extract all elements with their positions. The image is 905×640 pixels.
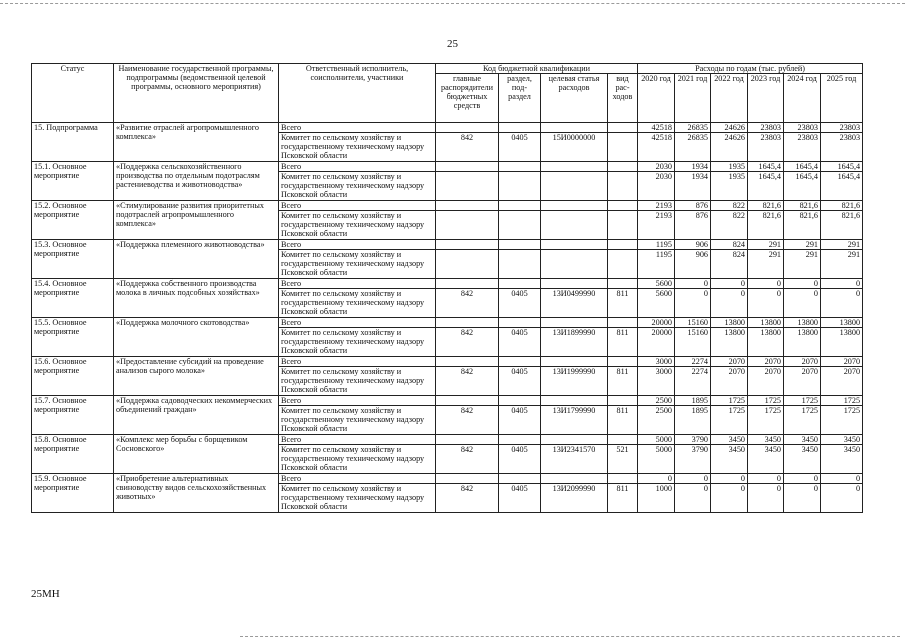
value-cell: 1000 bbox=[638, 484, 675, 513]
code-cell: 811 bbox=[608, 328, 638, 357]
total-value-cell: 26835 bbox=[675, 123, 711, 133]
empty-code-cell bbox=[436, 435, 499, 445]
value-cell: 1645,4 bbox=[821, 172, 863, 201]
code-cell: 15И0000000 bbox=[541, 133, 608, 162]
value-cell: 42518 bbox=[638, 133, 675, 162]
code-cell: 842 bbox=[436, 484, 499, 513]
status-cell: 15.1. Основное мероприятие bbox=[32, 162, 114, 201]
code-cell bbox=[436, 250, 499, 279]
value-cell: 1725 bbox=[711, 406, 748, 435]
status-cell: 15. Подпрограмма bbox=[32, 123, 114, 162]
table-row-total bbox=[32, 357, 863, 367]
table-body bbox=[32, 123, 863, 513]
total-value-cell: 13800 bbox=[711, 318, 748, 328]
value-cell: 0 bbox=[784, 289, 821, 318]
value-cell: 0 bbox=[675, 484, 711, 513]
value-cell: 2030 bbox=[638, 172, 675, 201]
total-label-cell: Всего bbox=[279, 396, 436, 406]
value-cell: 5600 bbox=[638, 289, 675, 318]
value-cell: 1935 bbox=[711, 172, 748, 201]
total-value-cell: 821,6 bbox=[784, 201, 821, 211]
header-year-2020: 2020 год bbox=[638, 74, 675, 123]
total-value-cell: 3790 bbox=[675, 435, 711, 445]
name-cell: «Поддержка племенного животноводства» bbox=[114, 240, 279, 279]
code-cell bbox=[541, 250, 608, 279]
total-value-cell: 1934 bbox=[675, 162, 711, 172]
value-cell: 3790 bbox=[675, 445, 711, 474]
total-value-cell: 13800 bbox=[748, 318, 784, 328]
budget-table bbox=[31, 63, 863, 513]
value-cell: 0 bbox=[784, 484, 821, 513]
empty-code-cell bbox=[541, 357, 608, 367]
total-value-cell: 0 bbox=[821, 474, 863, 484]
code-cell: 0405 bbox=[499, 328, 541, 357]
value-cell: 906 bbox=[675, 250, 711, 279]
value-cell: 15160 bbox=[675, 328, 711, 357]
total-value-cell: 1725 bbox=[748, 396, 784, 406]
total-value-cell: 23803 bbox=[784, 123, 821, 133]
total-value-cell: 13800 bbox=[784, 318, 821, 328]
total-value-cell: 0 bbox=[711, 279, 748, 289]
executor-cell: Комитет по сельскому хозяйству и государственному техническому надзору Псковской области bbox=[279, 406, 436, 435]
value-cell: 0 bbox=[711, 289, 748, 318]
total-value-cell: 2070 bbox=[784, 357, 821, 367]
header-year-2022: 2022 год bbox=[711, 74, 748, 123]
empty-code-cell bbox=[436, 357, 499, 367]
value-cell: 1895 bbox=[675, 406, 711, 435]
value-cell: 824 bbox=[711, 250, 748, 279]
header-year-2021: 2021 год bbox=[675, 74, 711, 123]
total-value-cell: 291 bbox=[821, 240, 863, 250]
empty-code-cell bbox=[436, 396, 499, 406]
empty-code-cell bbox=[436, 474, 499, 484]
total-value-cell: 24626 bbox=[711, 123, 748, 133]
empty-code-cell bbox=[499, 474, 541, 484]
value-cell: 20000 bbox=[638, 328, 675, 357]
value-cell: 1195 bbox=[638, 250, 675, 279]
code-cell: 0405 bbox=[499, 289, 541, 318]
name-cell: «Предоставление субсидий на проведение анализов сырого молока» bbox=[114, 357, 279, 396]
value-cell: 1725 bbox=[784, 406, 821, 435]
name-cell: «Поддержка собственного производства молока в личных подсобных хозяйствах» bbox=[114, 279, 279, 318]
total-value-cell: 1645,4 bbox=[821, 162, 863, 172]
value-cell: 2070 bbox=[821, 367, 863, 396]
header-year-2024: 2024 год bbox=[784, 74, 821, 123]
header-kbk-section: раздел, под-раздел bbox=[499, 74, 541, 123]
value-cell: 822 bbox=[711, 211, 748, 240]
executor-cell: Комитет по сельскому хозяйству и государственному техническому надзору Псковской области bbox=[279, 289, 436, 318]
code-cell: 521 bbox=[608, 445, 638, 474]
value-cell: 0 bbox=[821, 289, 863, 318]
status-cell: 15.8. Основное мероприятие bbox=[32, 435, 114, 474]
executor-cell: Комитет по сельскому хозяйству и государственному техническому надзору Псковской области bbox=[279, 367, 436, 396]
code-cell: 842 bbox=[436, 367, 499, 396]
value-cell: 13800 bbox=[784, 328, 821, 357]
header-kbk-kind: вид рас-ходов bbox=[608, 74, 638, 123]
status-cell: 15.4. Основное мероприятие bbox=[32, 279, 114, 318]
empty-code-cell bbox=[608, 318, 638, 328]
empty-code-cell bbox=[608, 123, 638, 133]
code-cell: 811 bbox=[608, 406, 638, 435]
empty-code-cell bbox=[436, 123, 499, 133]
code-cell: 13И1899990 bbox=[541, 328, 608, 357]
value-cell: 24626 bbox=[711, 133, 748, 162]
header-status: Статус bbox=[32, 64, 114, 123]
table-row-total bbox=[32, 123, 863, 133]
value-cell: 2070 bbox=[748, 367, 784, 396]
table-row-total bbox=[32, 435, 863, 445]
total-value-cell: 23803 bbox=[821, 123, 863, 133]
code-cell: 13И1999990 bbox=[541, 367, 608, 396]
status-cell: 15.6. Основное мероприятие bbox=[32, 357, 114, 396]
code-cell: 0405 bbox=[499, 406, 541, 435]
value-cell: 23803 bbox=[821, 133, 863, 162]
code-cell: 0405 bbox=[499, 367, 541, 396]
value-cell: 5000 bbox=[638, 445, 675, 474]
executor-cell: Комитет по сельскому хозяйству и государственному техническому надзору Псковской области bbox=[279, 328, 436, 357]
value-cell: 2274 bbox=[675, 367, 711, 396]
value-cell: 1725 bbox=[821, 406, 863, 435]
code-cell bbox=[499, 211, 541, 240]
value-cell: 3450 bbox=[821, 445, 863, 474]
page-number: 25 bbox=[447, 38, 458, 50]
total-label-cell: Всего bbox=[279, 123, 436, 133]
total-value-cell: 2193 bbox=[638, 201, 675, 211]
table-row-total bbox=[32, 279, 863, 289]
code-cell: 842 bbox=[436, 133, 499, 162]
empty-code-cell bbox=[499, 201, 541, 211]
status-cell: 15.7. Основное мероприятие bbox=[32, 396, 114, 435]
code-cell: 0405 bbox=[499, 133, 541, 162]
total-label-cell: Всего bbox=[279, 435, 436, 445]
table-row-total bbox=[32, 396, 863, 406]
executor-cell: Комитет по сельскому хозяйству и государственному техническому надзору Псковской области bbox=[279, 445, 436, 474]
total-value-cell: 0 bbox=[748, 474, 784, 484]
name-cell: «Поддержка сельскохозяйственного производства по отдельным подотраслям растениеводства и животноводства» bbox=[114, 162, 279, 201]
empty-code-cell bbox=[499, 240, 541, 250]
total-value-cell: 20000 bbox=[638, 318, 675, 328]
empty-code-cell bbox=[608, 162, 638, 172]
code-cell: 842 bbox=[436, 289, 499, 318]
value-cell: 1934 bbox=[675, 172, 711, 201]
total-value-cell: 3450 bbox=[821, 435, 863, 445]
code-cell: 0405 bbox=[499, 484, 541, 513]
empty-code-cell bbox=[541, 279, 608, 289]
total-value-cell: 1645,4 bbox=[748, 162, 784, 172]
code-cell bbox=[541, 172, 608, 201]
code-cell: 13И2341570 bbox=[541, 445, 608, 474]
value-cell: 26835 bbox=[675, 133, 711, 162]
code-cell bbox=[499, 250, 541, 279]
total-value-cell: 3000 bbox=[638, 357, 675, 367]
total-value-cell: 0 bbox=[748, 279, 784, 289]
empty-code-cell bbox=[541, 396, 608, 406]
empty-code-cell bbox=[541, 240, 608, 250]
empty-code-cell bbox=[608, 435, 638, 445]
code-cell bbox=[608, 211, 638, 240]
header-name: Наименование государственной программы, подпрограммы (ведомственной целевой программы, основного мероприятия) bbox=[114, 64, 279, 123]
code-cell: 0405 bbox=[499, 445, 541, 474]
footer-code: 25МН bbox=[31, 588, 60, 600]
value-cell: 0 bbox=[675, 289, 711, 318]
total-value-cell: 0 bbox=[638, 474, 675, 484]
value-cell: 3000 bbox=[638, 367, 675, 396]
total-value-cell: 821,6 bbox=[748, 201, 784, 211]
total-value-cell: 2030 bbox=[638, 162, 675, 172]
code-cell bbox=[608, 250, 638, 279]
name-cell: «Поддержка молочного скотоводства» bbox=[114, 318, 279, 357]
total-value-cell: 1725 bbox=[821, 396, 863, 406]
empty-code-cell bbox=[608, 279, 638, 289]
value-cell: 23803 bbox=[748, 133, 784, 162]
value-cell: 3450 bbox=[748, 445, 784, 474]
empty-code-cell bbox=[608, 240, 638, 250]
empty-code-cell bbox=[541, 162, 608, 172]
name-cell: «Стимулирование развития приоритетных подотраслей агропромышленного комплекса» bbox=[114, 201, 279, 240]
total-value-cell: 906 bbox=[675, 240, 711, 250]
value-cell: 821,6 bbox=[784, 211, 821, 240]
total-value-cell: 824 bbox=[711, 240, 748, 250]
table-row-total bbox=[32, 162, 863, 172]
total-value-cell: 2070 bbox=[821, 357, 863, 367]
header-year-2025: 2025 год bbox=[821, 74, 863, 123]
status-cell: 15.5. Основное мероприятие bbox=[32, 318, 114, 357]
value-cell: 23803 bbox=[784, 133, 821, 162]
value-cell: 1645,4 bbox=[784, 172, 821, 201]
empty-code-cell bbox=[541, 201, 608, 211]
total-value-cell: 2070 bbox=[711, 357, 748, 367]
code-cell: 811 bbox=[608, 367, 638, 396]
empty-code-cell bbox=[499, 162, 541, 172]
value-cell: 0 bbox=[748, 289, 784, 318]
empty-code-cell bbox=[608, 357, 638, 367]
empty-code-cell bbox=[499, 279, 541, 289]
total-value-cell: 291 bbox=[784, 240, 821, 250]
total-value-cell: 1645,4 bbox=[784, 162, 821, 172]
name-cell: «Развитие отраслей агропромышленного комплекса» bbox=[114, 123, 279, 162]
code-cell: 13И2099990 bbox=[541, 484, 608, 513]
value-cell: 1645,4 bbox=[748, 172, 784, 201]
table-row-total bbox=[32, 474, 863, 484]
name-cell: «Приобретение альтернативных свиноводству видов сельскохозяйственных животных» bbox=[114, 474, 279, 513]
total-value-cell: 3450 bbox=[748, 435, 784, 445]
value-cell: 291 bbox=[821, 250, 863, 279]
total-value-cell: 0 bbox=[821, 279, 863, 289]
code-cell: 811 bbox=[608, 484, 638, 513]
executor-cell: Комитет по сельскому хозяйству и государственному техническому надзору Псковской области bbox=[279, 133, 436, 162]
total-label-cell: Всего bbox=[279, 201, 436, 211]
name-cell: «Поддержка садоводческих некоммерческих объединений граждан» bbox=[114, 396, 279, 435]
empty-code-cell bbox=[436, 318, 499, 328]
total-value-cell: 2500 bbox=[638, 396, 675, 406]
header-years-group: Расходы по годам (тыс. рублей) bbox=[638, 64, 863, 74]
code-cell bbox=[436, 211, 499, 240]
total-value-cell: 3450 bbox=[711, 435, 748, 445]
value-cell: 3450 bbox=[784, 445, 821, 474]
value-cell: 0 bbox=[711, 484, 748, 513]
total-value-cell: 5600 bbox=[638, 279, 675, 289]
code-cell bbox=[608, 172, 638, 201]
code-cell bbox=[541, 211, 608, 240]
header-kbk-article: целевая статья расходов bbox=[541, 74, 608, 123]
total-value-cell: 1895 bbox=[675, 396, 711, 406]
total-value-cell: 23803 bbox=[748, 123, 784, 133]
value-cell: 876 bbox=[675, 211, 711, 240]
total-value-cell: 1725 bbox=[711, 396, 748, 406]
value-cell: 2070 bbox=[711, 367, 748, 396]
name-cell: «Комплекс мер борьбы с борщевиком Сосновского» bbox=[114, 435, 279, 474]
total-value-cell: 822 bbox=[711, 201, 748, 211]
code-cell: 13И1799990 bbox=[541, 406, 608, 435]
total-value-cell: 1935 bbox=[711, 162, 748, 172]
table-row-total bbox=[32, 240, 863, 250]
total-value-cell: 3450 bbox=[784, 435, 821, 445]
executor-cell: Комитет по сельскому хозяйству и государственному техническому надзору Псковской области bbox=[279, 250, 436, 279]
total-value-cell: 1195 bbox=[638, 240, 675, 250]
scan-edge-top bbox=[0, 3, 905, 4]
value-cell: 0 bbox=[821, 484, 863, 513]
total-value-cell: 0 bbox=[675, 279, 711, 289]
empty-code-cell bbox=[499, 318, 541, 328]
empty-code-cell bbox=[499, 435, 541, 445]
total-label-cell: Всего bbox=[279, 357, 436, 367]
total-value-cell: 0 bbox=[784, 279, 821, 289]
empty-code-cell bbox=[499, 396, 541, 406]
empty-code-cell bbox=[436, 201, 499, 211]
executor-cell: Комитет по сельскому хозяйству и государственному техническому надзору Псковской области bbox=[279, 484, 436, 513]
code-cell: 842 bbox=[436, 445, 499, 474]
value-cell: 2193 bbox=[638, 211, 675, 240]
scan-edge-bottom bbox=[240, 636, 900, 637]
total-value-cell: 2070 bbox=[748, 357, 784, 367]
total-value-cell: 876 bbox=[675, 201, 711, 211]
value-cell: 821,6 bbox=[748, 211, 784, 240]
empty-code-cell bbox=[608, 474, 638, 484]
total-label-cell: Всего bbox=[279, 474, 436, 484]
empty-code-cell bbox=[436, 162, 499, 172]
value-cell: 2500 bbox=[638, 406, 675, 435]
empty-code-cell bbox=[541, 318, 608, 328]
executor-cell: Комитет по сельскому хозяйству и государственному техническому надзору Псковской области bbox=[279, 172, 436, 201]
value-cell: 821,6 bbox=[821, 211, 863, 240]
code-cell: 842 bbox=[436, 406, 499, 435]
total-label-cell: Всего bbox=[279, 162, 436, 172]
code-cell bbox=[499, 172, 541, 201]
status-cell: 15.9. Основное мероприятие bbox=[32, 474, 114, 513]
empty-code-cell bbox=[499, 357, 541, 367]
empty-code-cell bbox=[608, 201, 638, 211]
total-value-cell: 15160 bbox=[675, 318, 711, 328]
total-value-cell: 0 bbox=[711, 474, 748, 484]
code-cell: 13И0499990 bbox=[541, 289, 608, 318]
code-cell bbox=[608, 133, 638, 162]
header-kbk-group: Код бюджетной квалификации bbox=[436, 64, 638, 74]
header-year-2023: 2023 год bbox=[748, 74, 784, 123]
value-cell: 13800 bbox=[748, 328, 784, 357]
value-cell: 0 bbox=[748, 484, 784, 513]
total-label-cell: Всего bbox=[279, 318, 436, 328]
empty-code-cell bbox=[436, 279, 499, 289]
table-row-total bbox=[32, 318, 863, 328]
value-cell: 13800 bbox=[821, 328, 863, 357]
empty-code-cell bbox=[436, 240, 499, 250]
table-row-total bbox=[32, 201, 863, 211]
total-value-cell: 821,6 bbox=[821, 201, 863, 211]
empty-code-cell bbox=[541, 123, 608, 133]
value-cell: 13800 bbox=[711, 328, 748, 357]
code-cell: 842 bbox=[436, 328, 499, 357]
header-executor: Ответственный исполнитель, соисполнители, участники bbox=[279, 64, 436, 123]
empty-code-cell bbox=[608, 396, 638, 406]
total-value-cell: 2274 bbox=[675, 357, 711, 367]
header-kbk-grbs: главные распорядители бюджетных средств bbox=[436, 74, 499, 123]
empty-code-cell bbox=[541, 435, 608, 445]
total-value-cell: 42518 bbox=[638, 123, 675, 133]
total-value-cell: 13800 bbox=[821, 318, 863, 328]
total-value-cell: 0 bbox=[675, 474, 711, 484]
total-label-cell: Всего bbox=[279, 279, 436, 289]
status-cell: 15.2. Основное мероприятие bbox=[32, 201, 114, 240]
total-value-cell: 0 bbox=[784, 474, 821, 484]
value-cell: 2070 bbox=[784, 367, 821, 396]
total-label-cell: Всего bbox=[279, 240, 436, 250]
value-cell: 3450 bbox=[711, 445, 748, 474]
value-cell: 291 bbox=[748, 250, 784, 279]
total-value-cell: 291 bbox=[748, 240, 784, 250]
total-value-cell: 1725 bbox=[784, 396, 821, 406]
empty-code-cell bbox=[541, 474, 608, 484]
code-cell bbox=[436, 172, 499, 201]
executor-cell: Комитет по сельскому хозяйству и государственному техническому надзору Псковской области bbox=[279, 211, 436, 240]
value-cell: 291 bbox=[784, 250, 821, 279]
value-cell: 1725 bbox=[748, 406, 784, 435]
total-value-cell: 5000 bbox=[638, 435, 675, 445]
status-cell: 15.3. Основное мероприятие bbox=[32, 240, 114, 279]
code-cell: 811 bbox=[608, 289, 638, 318]
empty-code-cell bbox=[499, 123, 541, 133]
